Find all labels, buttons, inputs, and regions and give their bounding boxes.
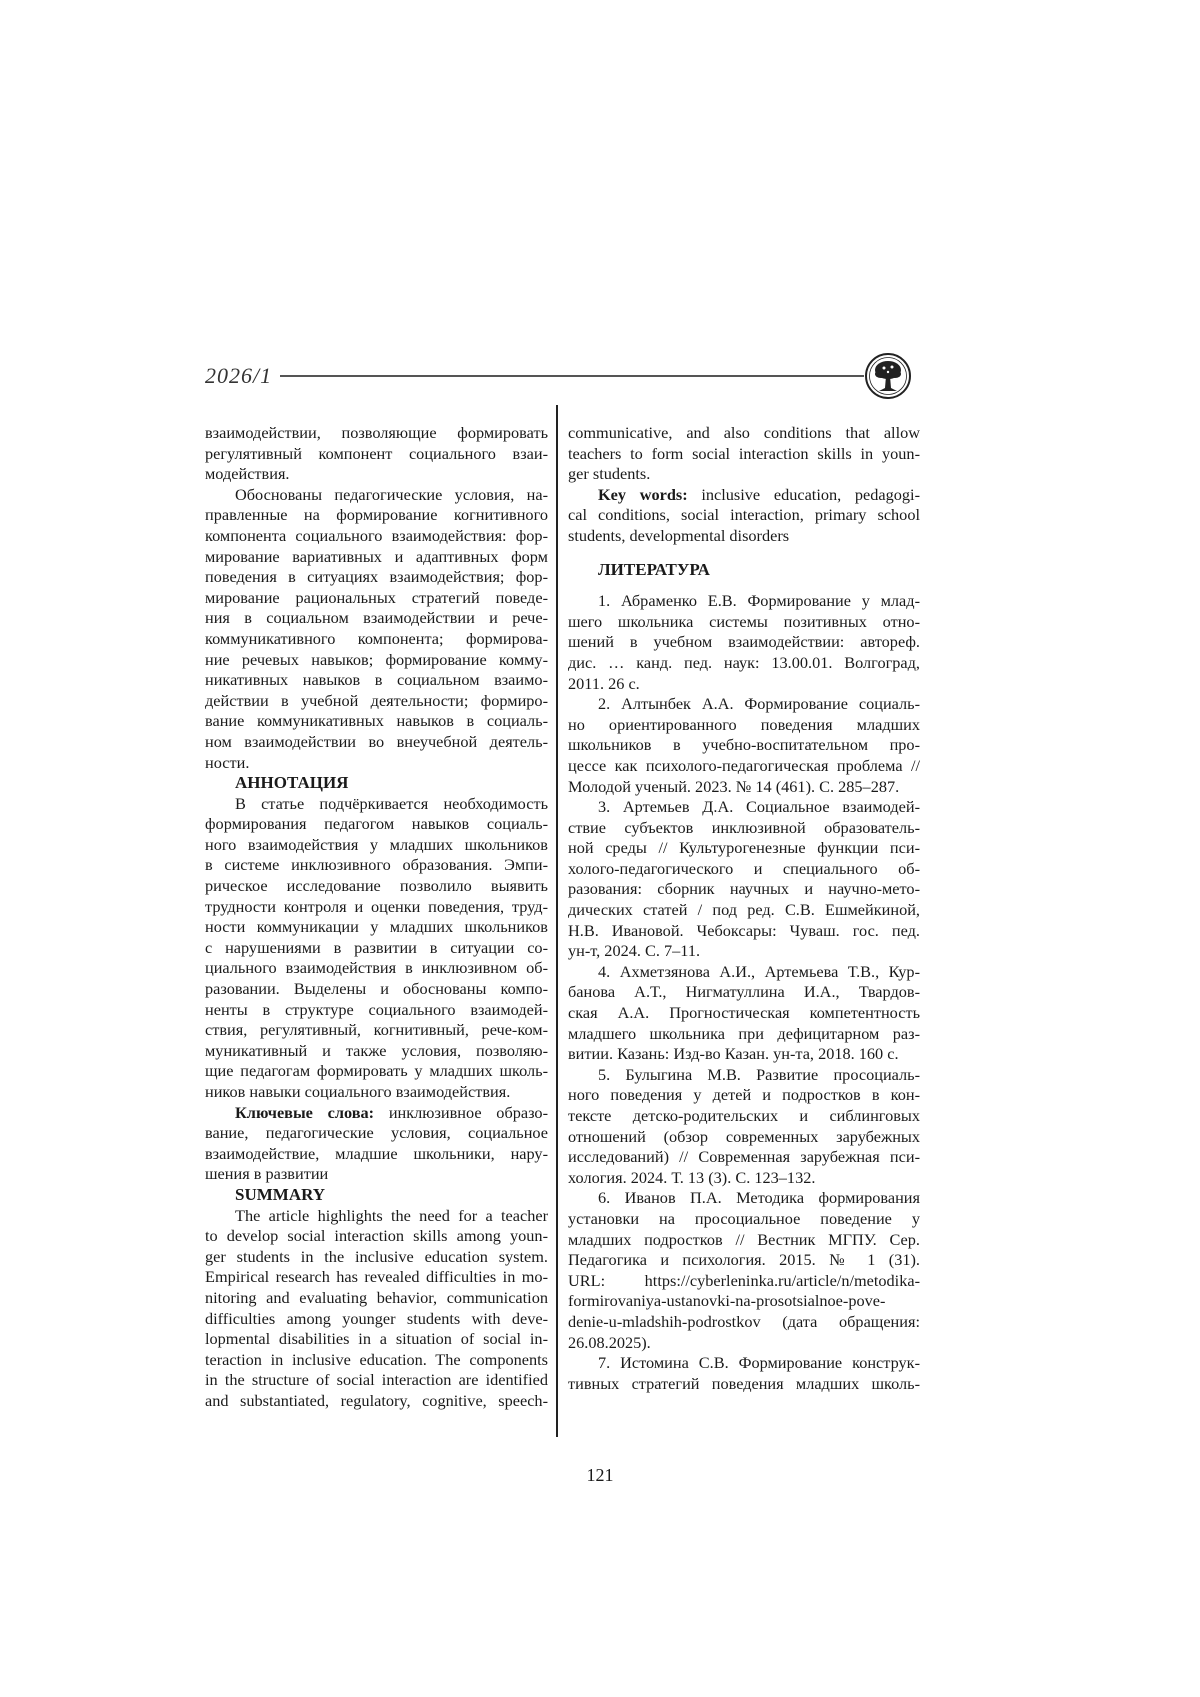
text-line: ного взаимодействия у младших школьников bbox=[205, 834, 548, 854]
paragraph bbox=[568, 423, 920, 485]
text-line: формирования педагогом навыков социаль- bbox=[205, 814, 548, 834]
text-line: вание, педагогические условия, социальное bbox=[205, 1123, 548, 1143]
text-line: разования: сборник научных и научно-мето- bbox=[568, 879, 920, 899]
paragraph bbox=[205, 485, 548, 773]
text-line: 26.08.2025). bbox=[568, 1332, 651, 1352]
text-line: in the structure of social interaction are identified bbox=[205, 1370, 548, 1390]
text-line: 7. Истомина С.В. Формирование конструк- bbox=[598, 1353, 920, 1373]
paragraph bbox=[205, 423, 548, 485]
text-line: Empirical research has revealed difficulties in mo- bbox=[205, 1267, 548, 1287]
text-line: отношений (обзор современных зарубежных bbox=[568, 1126, 920, 1146]
text-line: хология. 2024. Т. 13 (3). С. 123–132. bbox=[568, 1167, 816, 1187]
text-line: мирование вариативных и адаптивных форм bbox=[205, 546, 548, 566]
section-heading: ЛИТЕРАТУРА bbox=[598, 559, 710, 579]
text-line: установки на просоциальное поведение у bbox=[568, 1208, 920, 1228]
spacer bbox=[568, 547, 920, 560]
keywords-label: Key words: bbox=[598, 484, 688, 504]
paragraph bbox=[205, 1206, 548, 1412]
text-line: cal conditions, social interaction, primary school bbox=[568, 505, 920, 525]
paragraph bbox=[205, 1103, 548, 1185]
text-line: цессе как психолого-педагогическая проблема // bbox=[568, 755, 920, 775]
paragraph bbox=[568, 797, 920, 962]
text-line: denie-u-mladshih-podrostkov (дата обращения: bbox=[568, 1311, 920, 1331]
text-line: 2. Алтынбек А.А. Формирование социаль- bbox=[598, 694, 920, 714]
text-line: но ориентированного поведения младших bbox=[568, 714, 920, 734]
text-line: URL: https://cyberleninka.ru/article/n/metodika- bbox=[568, 1270, 920, 1290]
text-line: ние речевых навыков; формирование комму- bbox=[205, 649, 548, 669]
text-line: витии. Казань: Изд-во Казан. ун-та, 2018. 160 с. bbox=[568, 1044, 899, 1064]
spacer bbox=[568, 580, 920, 591]
text-line: ствие субъектов инклюзивной образователь- bbox=[568, 817, 920, 837]
text-line: ности. bbox=[205, 752, 250, 772]
text-line: ности коммуникации у младших школьников bbox=[205, 917, 548, 937]
text-line: to develop social interaction skills among youn- bbox=[205, 1226, 548, 1246]
text-line: взаимодействии, позволяющие формировать bbox=[205, 423, 548, 442]
text-line: 5. Булыгина М.В. Развитие просоциаль- bbox=[598, 1064, 920, 1084]
paragraph bbox=[568, 1353, 920, 1394]
text-line: с нарушениями в развитии в ситуации со- bbox=[205, 937, 548, 957]
text-line: мирование рациональных стратегий поведе- bbox=[205, 587, 548, 607]
text-line: шений в учебном взаимодействии: автореф. bbox=[568, 632, 920, 652]
text-line: ном взаимодействии во внеучебной деятель- bbox=[205, 731, 548, 751]
text-line: teraction in inclusive education. The components bbox=[205, 1349, 548, 1369]
left-column bbox=[205, 423, 548, 1412]
text-line: муникативный и также условия, позволяю- bbox=[205, 1040, 548, 1060]
text-line: банова А.Т., Нигматуллина И.А., Твардов- bbox=[568, 982, 920, 1002]
text-line: teachers to form social interaction skills in youn- bbox=[568, 443, 920, 463]
text-line: communicative, and also conditions that allow bbox=[568, 423, 920, 442]
text-line: правленные на формирование когнитивного bbox=[205, 505, 548, 525]
text-line: коммуникативного компонента; формирова- bbox=[205, 628, 548, 648]
text-line: ствия, регулятивный, когнитивный, рече-ком- bbox=[205, 1020, 548, 1040]
text-line: students, developmental disorders bbox=[568, 525, 790, 545]
text-line: difficulties among younger students with deve- bbox=[205, 1308, 548, 1328]
text-line: Обоснованы педагогические условия, на- bbox=[235, 484, 548, 504]
text-line: ун-т, 2024. С. 7–11. bbox=[568, 941, 701, 961]
text-line: The article highlights the need for a teacher bbox=[235, 1205, 548, 1225]
paragraph bbox=[568, 591, 920, 694]
text-line: циального взаимодействия в инклюзивном об- bbox=[205, 958, 548, 978]
text-line bbox=[568, 485, 920, 506]
text-line: Молодой ученый. 2023. № 14 (461). С. 285–287. bbox=[568, 776, 900, 796]
text-line: formirovaniya-ustanovki-na-prosotsialnoe-pove- bbox=[568, 1291, 886, 1311]
text-line: исследований) // Современная зарубежная пси- bbox=[568, 1147, 920, 1167]
text-line: ного поведения у детей и подростков в кон- bbox=[568, 1085, 920, 1105]
right-column bbox=[568, 423, 920, 1394]
text-line: никативных навыков в социальном взаимо- bbox=[205, 670, 548, 690]
keywords-text: inclusive education, pedagogi- bbox=[687, 484, 920, 504]
text-line: ger students in the inclusive education system. bbox=[205, 1246, 548, 1266]
header-rule bbox=[280, 375, 864, 377]
text-line: действии в учебной деятельности; формиро- bbox=[205, 690, 548, 710]
section-heading: АННОТАЦИЯ bbox=[235, 773, 349, 793]
text-line: младших подростков // Вестник МГПУ. Сер. bbox=[568, 1229, 920, 1249]
text-line: шего школьника системы позитивных отно- bbox=[568, 611, 920, 631]
text-line: nitoring and evaluating behavior, communication bbox=[205, 1287, 548, 1307]
section-heading: SUMMARY bbox=[235, 1184, 326, 1204]
text-line: дис. … канд. пед. наук: 13.00.01. Волгоград, bbox=[568, 652, 920, 672]
keywords-label: Ключевые слова: bbox=[235, 1102, 375, 1122]
text-line: lopmental disabilities in a situation of social in- bbox=[205, 1329, 548, 1349]
text-line: тивных стратегий поведения младших школь- bbox=[568, 1373, 920, 1393]
paragraph bbox=[568, 1188, 920, 1353]
text-line: рическое исследование позволило выявить bbox=[205, 876, 548, 896]
text-line: холого-педагогического и специального об- bbox=[568, 858, 920, 878]
text-line: Н.В. Ивановой. Чебоксары: Чуваш. гос. пед. bbox=[568, 920, 920, 940]
text-line: поведения в ситуациях взаимодействия; фор- bbox=[205, 567, 548, 587]
text-line: В статье подчёркивается необходимость bbox=[235, 793, 548, 813]
paragraph bbox=[568, 962, 920, 1065]
text-line: ной среды // Культурогенезные функции пси- bbox=[568, 838, 920, 858]
keywords-text: инклюзивное образо- bbox=[374, 1102, 548, 1122]
text-line: ненты в структуре социального взаимодей- bbox=[205, 999, 548, 1019]
text-line: шения в развитии bbox=[205, 1164, 329, 1184]
text-line: разовании. Выделены и обоснованы компо- bbox=[205, 979, 548, 999]
text-line: трудности контроля и оценки поведения, труд- bbox=[205, 896, 548, 916]
text-line: ния в социальном взаимодействии и рече- bbox=[205, 608, 548, 628]
text-line bbox=[205, 1103, 548, 1124]
text-line: модействия. bbox=[205, 464, 290, 484]
text-line: ников навыки социального взаимодействия. bbox=[205, 1082, 511, 1101]
page-number: 121 bbox=[586, 1465, 614, 1485]
column-divider bbox=[556, 405, 558, 1437]
text-line: 4. Ахметзянова А.И., Артемьева Т.В., Кур- bbox=[598, 961, 920, 981]
text-line: 3. Артемьев Д.А. Социальное взаимодей- bbox=[598, 797, 920, 817]
issue-number: 2026/1 bbox=[205, 363, 273, 388]
text-line: 2011. 26 с. bbox=[568, 673, 640, 693]
text-line: регулятивный компонент социального взаи- bbox=[205, 443, 548, 463]
text-line: школьников в учебно-воспитательном про- bbox=[568, 735, 920, 755]
journal-logo-icon bbox=[864, 352, 912, 400]
paragraph bbox=[568, 1065, 920, 1189]
text-line: and substantiated, regulatory, cognitive, speech- bbox=[205, 1390, 548, 1410]
text-line: тексте детско-родительских и сиблинговых bbox=[568, 1106, 920, 1125]
text-line: взаимодействие, младшие школьники, нару- bbox=[205, 1143, 548, 1163]
paragraph bbox=[568, 694, 920, 797]
text-line: компонента социального взаимодействия: фор- bbox=[205, 525, 548, 545]
paragraph bbox=[205, 794, 548, 1103]
text-line: дических статей / под ред. С.В. Ешмейкиной, bbox=[568, 900, 920, 920]
text-line: 6. Иванов П.А. Методика формирования bbox=[598, 1188, 920, 1208]
text-line: Педагогика и психология. 2015. № 1 (31). bbox=[568, 1250, 920, 1270]
paragraph bbox=[568, 485, 920, 547]
text-line: ger students. bbox=[568, 464, 651, 484]
text-line: младшего школьника при дефицитарном раз- bbox=[568, 1023, 920, 1043]
text-line: 1. Абраменко Е.В. Формирование у млад- bbox=[598, 591, 920, 611]
text-line: в системе инклюзивного образования. Эмпи- bbox=[205, 855, 548, 875]
text-line: вание коммуникативных навыков в социаль- bbox=[205, 711, 548, 731]
text-line: ская А.А. Прогностическая компетентность bbox=[568, 1003, 920, 1023]
text-line: щие педагогам формировать у младших школь- bbox=[205, 1061, 548, 1081]
